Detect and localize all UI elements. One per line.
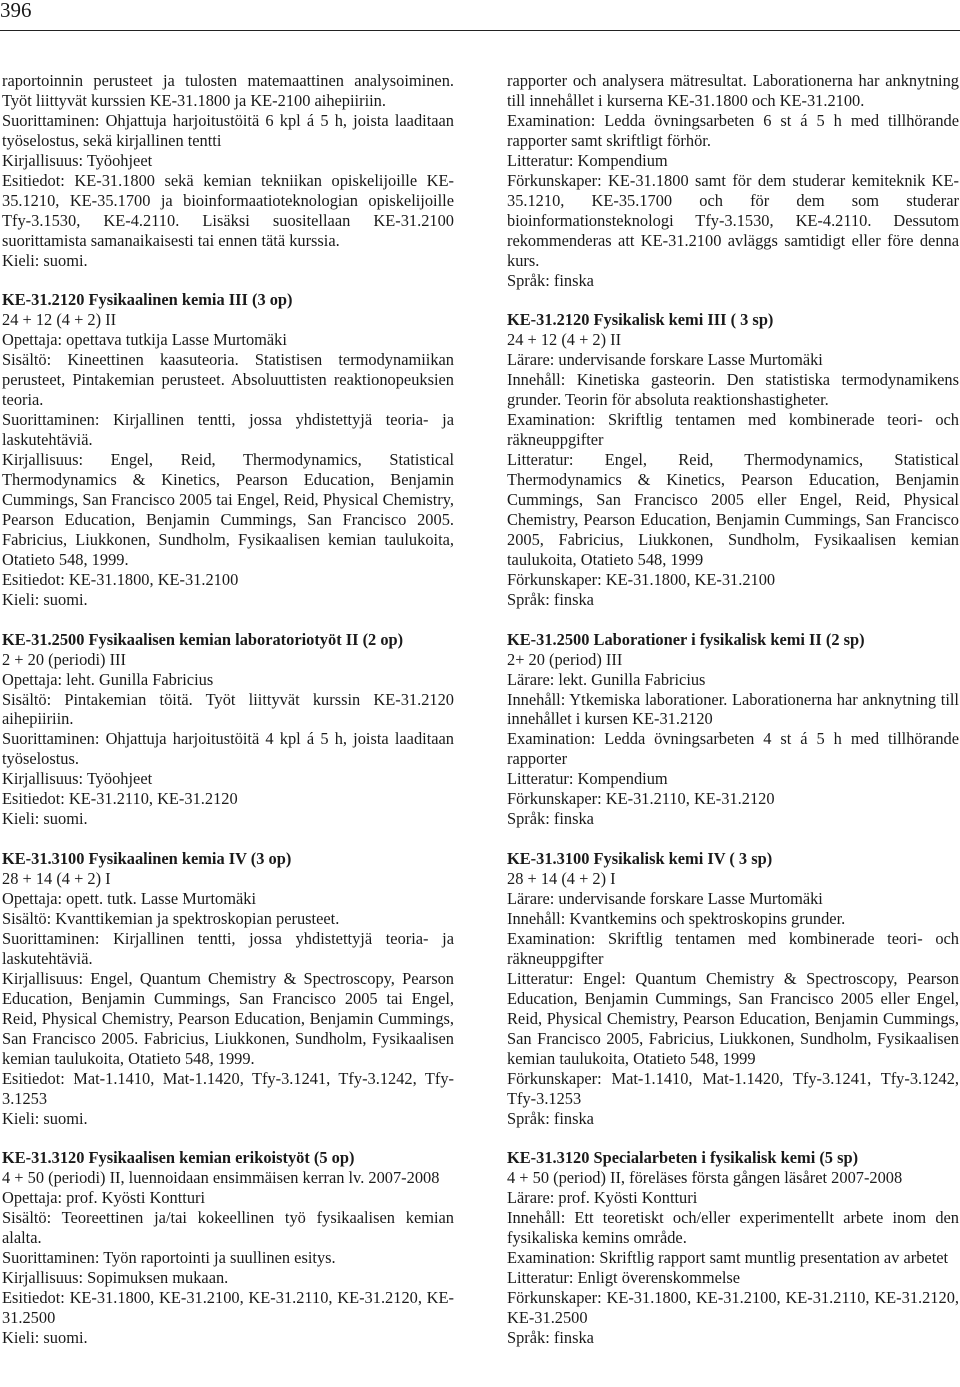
course-block [2,290,454,609]
course-block [507,1148,959,1348]
course-line: Sisältö: Kvanttikemian ja spektroskopian perusteet. [2,908,340,928]
course-line: Litteratur: Kompendium [507,769,668,789]
intro-block [2,71,454,271]
course-block [507,630,959,830]
course-line: Lärare: lekt. Gunilla Fabricius [507,669,706,689]
left-column-finnish [2,71,454,1368]
course-line: 24 + 12 (4 + 2) II [2,310,117,330]
course-line: Kieli: suomi. [2,809,88,829]
course-line: Lärare: undervisande forskare Lasse Murtomäki [507,350,823,370]
paragraph: Examination: Ledda övningsarbeten 6 st á 5 h med tillhörande rapporter samt skriftligt förhör. [507,110,959,150]
course-line: Kirjallisuus: Sopimuksen mukaan. [2,1268,229,1288]
course-line: Kirjallisuus: Engel, Reid, Thermodynamics, Statistical Thermodynamics & Kinetics, Pearson Education, Benjamin Cummings, San Francisco 2005 tai Engel, Reid, Physical Chemistry, Pearson Education, Benjamin Cummings, San Francisco 2005. Fabricius, Liukkonen, Sundholm, Fysikaalisen kemian taulukoita, Otatieto 548, 1999. [2,450,454,569]
course-line: Esitiedot: Mat-1.1410, Mat-1.1420, Tfy-3.1241, Tfy-3.1242, Tfy-3.1253 [2,1068,454,1108]
course-line: Litteratur: Enligt överenskommelse [507,1268,741,1288]
course-line: Lärare: undervisande forskare Lasse Murtomäki [507,889,823,909]
course-heading: KE-31.3120 Specialarbeten i fysikalisk kemi (5 sp) [507,1148,859,1168]
paragraph: Kirjallisuus: Työohjeet [2,150,153,170]
course-line: Språk: finska [507,589,594,609]
course-line: 28 + 14 (4 + 2) I [507,869,616,889]
course-line: Sisältö: Pintakemian töitä. Työt liittyvät kurssin KE-31.2120 aihepiiriin. [2,689,454,729]
course-line: Lärare: prof. Kyösti Kontturi [507,1188,698,1208]
paragraph: Språk: finska [507,270,594,290]
course-line: Suorittaminen: Ohjattuja harjoitustöitä 4 kpl á 5 h, joista laaditaan työselostus. [2,729,454,769]
course-line: Sisältö: Kineettinen kaasuteoria. Statistisen termodynamiikan perusteet, Pintakemian perusteet. Absoluuttisten reaktionopeuksien teoria. [2,350,454,410]
course-heading: KE-31.2500 Fysikaalisen kemian laboratoriotyöt II (2 op) [2,629,404,649]
course-heading: KE-31.3120 Fysikaalisen kemian erikoistyöt (5 op) [2,1148,355,1168]
course-line: 2 + 20 (periodi) III [2,649,126,669]
course-line: Sisältö: Teoreettinen ja/tai kokeellinen työ fysikaalisen kemian alalta. [2,1208,454,1248]
course-heading: KE-31.2500 Laborationer i fysikalisk kemi II (2 sp) [507,629,865,649]
course-line: Innehåll: Kinetiska gasteorin. Den statistiska termodynamikens grunder. Teorin för absoluta reaktionshastigheter. [507,370,959,410]
course-line: Förkunskaper: Mat-1.1410, Mat-1.1420, Tfy-3.1241, Tfy-3.1242, Tfy-3.1253 [507,1068,959,1108]
course-block [2,630,454,830]
course-line: Suorittaminen: Kirjallinen tentti, jossa yhdistettyjä teoria- ja laskutehtäviä. [2,928,454,968]
course-line: Innehåll: Ett teoretiskt och/eller experimentellt arbete inom den fysikaliska kemins område. [507,1208,959,1248]
course-heading: KE-31.2120 Fysikaalinen kemia III (3 op) [2,290,293,310]
course-line: Innehåll: Ytkemiska laborationer. Laborationerna har anknytning till innehållet i kursen KE-31.2120 [507,689,959,729]
course-line: Kieli: suomi. [2,1108,88,1128]
course-line: Examination: Skriftlig tentamen med kombinerade teori- och räkneuppgifter [507,928,959,968]
course-line: 24 + 12 (4 + 2) II [507,330,622,350]
course-line: Språk: finska [507,1327,594,1347]
course-line: Opettaja: leht. Gunilla Fabricius [2,669,214,689]
paragraph: Förkunskaper: KE-31.1800 samt för dem studerar kemiteknik KE-35.1210, KE-35.1700 och för dem som studerar bioinformationsteknologi Tfy-3.1530, KE-4.2110. Dessutom rekommenderas att KE-31.2100 avläggs samtidigt eller före denna kurs. [507,170,959,270]
course-line: 2+ 20 (period) III [507,649,623,669]
course-line: 4 + 50 (period) II, föreläses första gången läsåret 2007-2008 [507,1168,903,1188]
course-line: Examination: Ledda övningsarbeten 4 st á 5 h med tillhörande rapporter [507,729,959,769]
course-line: Litteratur: Engel: Quantum Chemistry & Spectroscopy, Pearson Education, Benjamin Cummings, San Francisco 2005 eller Engel, Reid, Physical Chemistry, Pearson Education, Benjamin Cummings, San Francisco 2005, Fabricius, Liukkonen, Sundholm, Fysikaalisen kemian taulukoita, Otatieto 548, 1999 [507,968,959,1068]
course-block [2,849,454,1128]
right-column-swedish [507,71,959,1368]
intro-block [507,71,959,290]
course-line: 4 + 50 (periodi) II, luennoidaan ensimmäisen kerran lv. 2007-2008 [2,1168,440,1188]
course-line: Litteratur: Engel, Reid, Thermodynamics, Statistical Thermodynamics & Kinetics, Pearson Education, Benjamin Cummings, San Francisco 2005 eller Engel, Reid, Physical Chemistry, Pearson Education, Benjamin Cummings, San Francisco 2005, Fabricius, Liukkonen, Sundholm, Fysikaalisen kemian taulukoita, Otatieto 548, 1999 [507,450,959,569]
course-line: Innehåll: Kvantkemins och spektroskopins grunder. [507,908,846,928]
course-heading: KE-31.2120 Fysikalisk kemi III ( 3 sp) [507,310,774,330]
course-line: Examination: Skriftlig rapport samt muntlig presentation av arbetet [507,1248,949,1268]
course-block [507,310,959,609]
course-line: 28 + 14 (4 + 2) I [2,869,111,889]
course-line: Förkunskaper: KE-31.2110, KE-31.2120 [507,789,775,809]
course-line: Opettaja: opett. tutk. Lasse Murtomäki [2,889,256,909]
course-line: Suorittaminen: Työn raportointi ja suullinen esitys. [2,1248,336,1268]
course-line: Förkunskaper: KE-31.1800, KE-31.2100 [507,569,776,589]
paragraph: Litteratur: Kompendium [507,150,668,170]
course-heading: KE-31.3100 Fysikalisk kemi IV ( 3 sp) [507,849,773,869]
course-block [507,849,959,1128]
course-block [2,1148,454,1348]
course-line: Esitiedot: KE-31.2110, KE-31.2120 [2,789,238,809]
course-line: Kirjallisuus: Engel, Quantum Chemistry & Spectroscopy, Pearson Education, Benjamin Cummings, San Francisco 2005 tai Engel, Reid, Physical Chemistry, Pearson Education, Benjamin Cummings, San Francisco 2005. Fabricius, Liukkonen, Sundholm, Fysikaalisen kemian taulukoita, Otatieto 548, 1999. [2,968,454,1068]
course-line: Språk: finska [507,1108,594,1128]
header-rule [0,30,960,31]
paragraph: Suorittaminen: Ohjattuja harjoitustöitä 6 kpl á 5 h, joista laaditaan työselostus, sekä kirjallinen tentti [2,110,454,150]
course-line: Språk: finska [507,809,594,829]
paragraph: raportoinnin perusteet ja tulosten matemaattinen analysoiminen. Työt liittyvät kurssien KE-31.1800 ja KE-2100 aihepiiriin. [2,71,454,110]
course-line: Förkunskaper: KE-31.1800, KE-31.2100, KE-31.2110, KE-31.2120, KE-31.2500 [507,1288,959,1328]
course-line: Examination: Skriftlig tentamen med kombinerade teori- och räkneuppgifter [507,410,959,450]
course-line: Esitiedot: KE-31.1800, KE-31.2100 [2,569,239,589]
course-line: Opettaja: opettava tutkija Lasse Murtomäki [2,330,287,350]
paragraph: Kieli: suomi. [2,250,88,270]
course-line: Opettaja: prof. Kyösti Kontturi [2,1188,206,1208]
course-line: Kieli: suomi. [2,1327,88,1347]
course-line: Kirjallisuus: Työohjeet [2,769,153,789]
paragraph: Esitiedot: KE-31.1800 sekä kemian tekniikan opiskelijoille KE-35.1210, KE-35.1700 ja bioinformaatioteknologian opiskelijoille Tfy-3.1530, KE-4.2110. Lisäksi suositellaan KE-31.2100 suorittamista samanaikaisesti tai ennen tätä kurssia. [2,170,454,250]
page-number: 396 [0,0,32,22]
course-line: Suorittaminen: Kirjallinen tentti, jossa yhdistettyjä teoria- ja laskutehtäviä. [2,410,454,450]
course-line: Kieli: suomi. [2,589,88,609]
course-heading: KE-31.3100 Fysikaalinen kemia IV (3 op) [2,849,292,869]
paragraph: rapporter och analysera mätresultat. Laborationerna har anknytning till innehållet i kurserna KE-31.1800 och KE-31.2100. [507,71,959,110]
course-line: Esitiedot: KE-31.1800, KE-31.2100, KE-31.2110, KE-31.2120, KE-31.2500 [2,1288,454,1328]
